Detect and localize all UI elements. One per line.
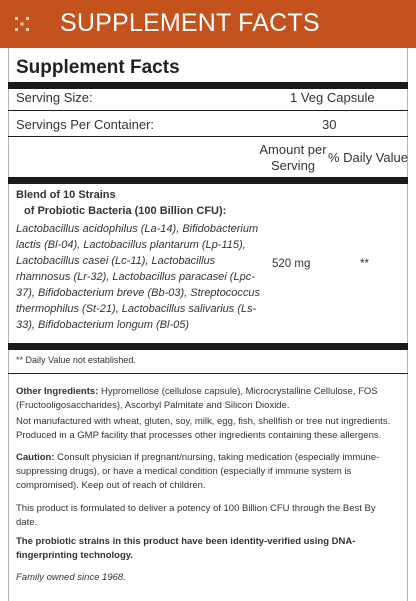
divider bbox=[8, 136, 408, 137]
banner-title: SUPPLEMENT FACTS bbox=[60, 9, 320, 37]
strain-name: Bifidobacterium longum (Bl-05) bbox=[38, 319, 190, 331]
strain-list bbox=[16, 221, 268, 333]
divider-thick bbox=[8, 343, 408, 350]
strain-name: Lactobacillus casei (Lc-11), bbox=[16, 255, 152, 267]
dna-verified-statement: The probiotic strains in this product have been identity-verified using DNA-fingerprinting technology. bbox=[16, 536, 356, 561]
blend-title-line2: of Probiotic Bacteria (100 Billion CFU): bbox=[24, 205, 227, 217]
blend-amount: 520 mg bbox=[272, 258, 311, 270]
divider bbox=[8, 110, 408, 111]
caution-statement bbox=[16, 451, 396, 493]
servings-label: Servings Per Container: bbox=[16, 117, 155, 132]
daily-value-header: % Daily Value bbox=[328, 150, 408, 165]
panel-title: Supplement Facts bbox=[16, 57, 180, 78]
strain-name: Bifidobacterium lactis (Bl-04), bbox=[16, 223, 259, 251]
other-ingredients-label: Other Ingredients: bbox=[16, 386, 99, 397]
other-ingredients-text: Hypromellose (cellulose capsule), Microcrystalline Cellulose, FOS (Fructooligosaccharides), Ascorbyl Palmitate and Silicon Dioxide. bbox=[16, 386, 378, 411]
blend-title-line1: Blend of 10 Strains bbox=[16, 189, 116, 201]
family-owned-statement: Family owned since 1968. bbox=[16, 572, 126, 583]
strain-name: Lactobacillus acidophilus (La-14), bbox=[16, 223, 183, 235]
strain-name: Lactobacillus plantarum (Lp-115), bbox=[83, 239, 246, 251]
divider bbox=[8, 373, 408, 374]
allergen-statement: Not manufactured with wheat, gluten, soy, milk, egg, fish, shellfish or tree nut ingredients. Produced in a GMP facility that processes other ingredients containing these allergens. bbox=[16, 416, 391, 441]
potency-statement: This product is formulated to deliver a potency of 100 Billion CFU through the Best By date. bbox=[16, 503, 376, 528]
strain-name: Bifidobacterium breve (Bb-03), bbox=[38, 287, 191, 299]
serving-size-value: 1 Veg Capsule bbox=[290, 90, 375, 105]
caution-text: Consult physician if pregnant/nursing, taking medication (especially immune-suppressing drugs), or have a medical condition (especially if immune system is compromised). Keep out of reach of children. bbox=[16, 452, 380, 491]
header-banner bbox=[0, 0, 416, 48]
amount-header: Amount per Serving bbox=[259, 142, 327, 173]
servings-value: 30 bbox=[322, 117, 337, 132]
footnote: ** Daily Value not established. bbox=[16, 355, 136, 365]
strain-name: Lactobacillus rhamnosus (Lr-32), bbox=[16, 255, 216, 283]
strain-name: Lactobacillus salivarius (Ls-33), bbox=[16, 303, 257, 331]
strain-name: Streptococcus thermophilus (St-21), bbox=[16, 287, 260, 315]
blend-daily-value: ** bbox=[360, 258, 369, 270]
other-ingredients bbox=[16, 385, 396, 413]
strain-name: Lactobacillus paracasei (Lpc-37), bbox=[16, 271, 255, 299]
divider-thick bbox=[8, 82, 408, 89]
divider-thick bbox=[8, 177, 408, 184]
serving-size-label: Serving Size: bbox=[16, 90, 93, 105]
caution-label: Caution: bbox=[16, 452, 55, 463]
sparkle-icon bbox=[14, 16, 30, 32]
